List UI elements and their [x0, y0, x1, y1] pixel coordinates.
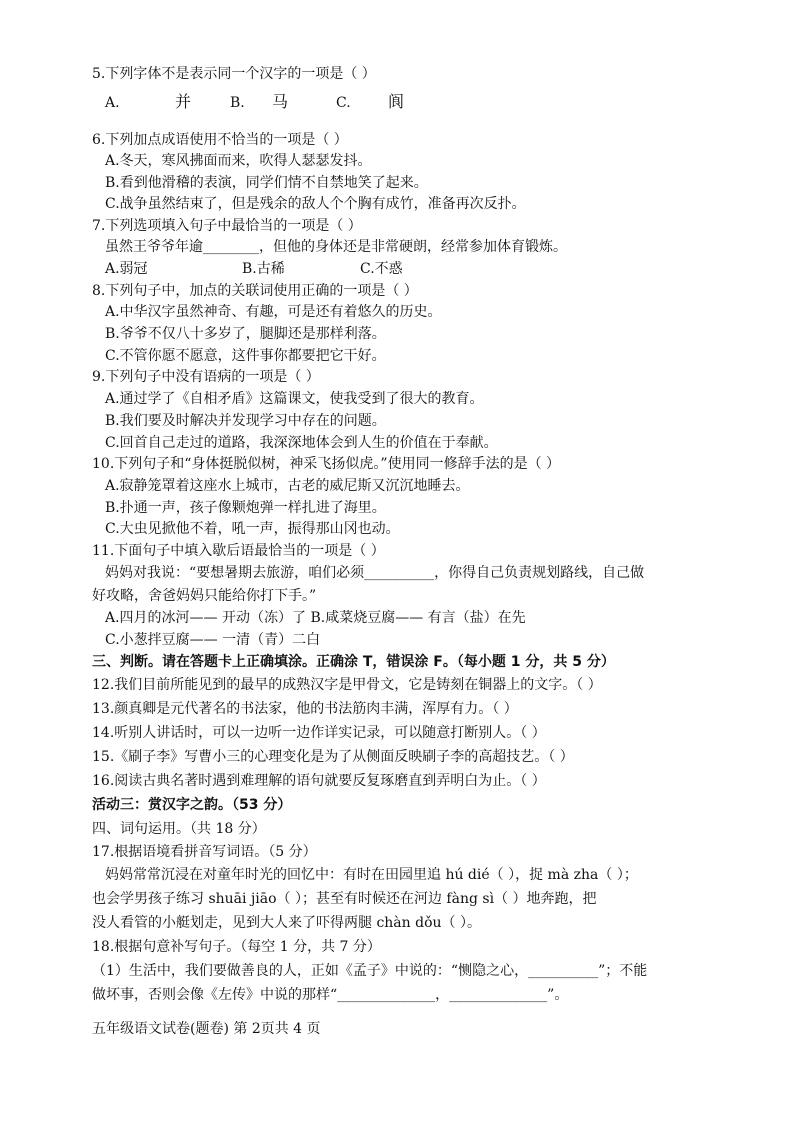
q5-option-c-char: 阆 [388, 92, 405, 111]
q9-option-b: B.我们要及时解决并发现学习中存在的问题。 [105, 413, 386, 429]
q9-option-c: C.回首自己走过的道路，我深深地体会到人生的价值在于奉献。 [105, 435, 498, 451]
judge-item-16: 16.阅读古典名著时遇到难理解的语句就要反复琢磨直到弄明白为止。（ ） [92, 773, 546, 789]
q5-option-a-label: A. [105, 95, 120, 111]
q9-stem: 9.下列句子中没有语病的一项是（ ） [92, 369, 320, 385]
q7-sentence: 虽然王爷爷年逾________，但他的身体还是非常硬朗，经常参加体育锻炼。 [105, 239, 567, 255]
q10-option-a: A.寂静笼罩着这座水上城市，古老的威尼斯又沉沉地睡去。 [105, 478, 470, 494]
judge-item-15: 15.《刷子李》写曹小三的心理变化是为了从侧面反映刷子李的高超技艺。（ ） [92, 749, 574, 765]
q6-stem: 6.下列加点成语使用不恰当的一项是（ ） [92, 132, 348, 148]
q7-option-a: A.弱冠 [105, 261, 148, 277]
q6-option-a: A.冬天，寒风拂面而来，吹得人瑟瑟发抖。 [105, 153, 372, 169]
q8-option-c: C.不管你愿不愿意，这件事你都要把它干好。 [105, 348, 386, 364]
q8-option-a: A.中华汉字虽然神奇、有趣，可是还有着悠久的历史。 [105, 304, 442, 320]
q18-passage-line-2: 做坏事，否则会像《左传》中说的那样“______________，______________”。 [92, 987, 569, 1003]
q17-passage-line-1: 妈妈常常沉浸在对童年时光的回忆中：有时在田园里追 hú dié（ ），捉 mà zha（ ）； [105, 867, 638, 883]
q5-option-a-char: 并 [175, 92, 192, 111]
q9-option-a: A.通过学了《自相矛盾》这篇课文，使我受到了很大的教育。 [105, 391, 484, 407]
section-3-heading: 三、判断。请在答题卡上正确填涂。正确涂 T，错误涂 F。（每小题 1 分，共 5 分） [92, 654, 615, 670]
q11-option-c: C.小葱拌豆腐—— 一清（青）二白 [105, 632, 321, 648]
activity-3-heading: 活动三：赏汉字之韵。（53 分） [92, 797, 292, 813]
q10-option-b: B.扑通一声，孩子像颗炮弹一样扎进了海里。 [105, 500, 386, 516]
q5-option-b-char: 马 [272, 92, 289, 111]
q17-stem: 17.根据语境看拼音写词语。（5 分） [92, 844, 317, 860]
q7-option-c: C.不惑 [360, 261, 403, 277]
q7-stem: 7.下列选项填入句子中最恰当的一项是（ ） [92, 218, 362, 234]
q18-stem: 18.根据句意补写句子。（每空 1 分，共 7 分） [92, 939, 381, 955]
q10-option-c: C.大虫见掀他不着，吼一声，振得那山冈也动。 [105, 521, 400, 537]
page-footer: 五年级语文试卷(题卷) 第 2页共 4 页 [92, 1021, 321, 1037]
q11-stem: 11.下面句子中填入歇后语最恰当的一项是（ ） [92, 543, 385, 559]
judge-item-12: 12.我们目前所能见到的最早的成熟汉字是甲骨文，它是铸刻在铜器上的文字。（ ） [92, 677, 602, 693]
section-4-heading: 四、词句运用。（共 18 分） [92, 821, 266, 837]
q18-passage-line-1: （1）生活中，我们要做善良的人，正如《孟子》中说的：“恻隐之心，__________”；不能 [92, 963, 648, 979]
judge-item-14: 14.听别人讲话时，可以一边听一边作详实记录，可以随意打断别人。（ ） [92, 725, 546, 741]
q11-options-ab: A.四月的冰河—— 开动（冻）了 B.咸菜烧豆腐—— 有言（盐）在先 [105, 610, 526, 626]
q10-stem: 10.下列句子和“身体挺脱似树，神采飞扬似虎。”使用同一修辞手法的是（ ） [92, 456, 561, 472]
q17-passage-line-3: 没人看管的小艇划走，见到大人来了吓得两腿 chàn dǒu（ ）。 [92, 915, 481, 931]
q11-passage-line-1: 妈妈对我说：“要想暑期去旅游，咱们必须__________，你得自己负责规划路线，自己做 [105, 565, 645, 581]
q5-stem: 5.下列字体不是表示同一个汉字的一项是（ ） [92, 66, 376, 82]
q17-passage-line-2: 也会学男孩子练习 shuāi jiāo（ ）；甚至有时候还在河边 fàng sì（ ）地奔跑，把 [92, 891, 597, 907]
q5-option-b-label: B. [230, 95, 245, 111]
q8-option-b: B.爷爷不仅八十多岁了，腿脚还是那样利落。 [105, 326, 386, 342]
q6-option-b: B.看到他滑稽的表演，同学们情不自禁地笑了起来。 [105, 175, 428, 191]
q7-option-b: B.古稀 [242, 261, 285, 277]
q11-passage-line-2: 好攻略，舍爸妈妈只能给你打下手。” [92, 588, 317, 604]
q6-option-c: C.战争虽然结束了，但是残余的敌人个个胸有成竹，准备再次反扑。 [105, 196, 526, 212]
q5-option-c-label: C. [336, 95, 351, 111]
judge-item-13: 13.颜真卿是元代著名的书法家，他的书法筋肉丰满，浑厚有力。（ ） [92, 701, 518, 717]
q8-stem: 8.下列句子中，加点的关联词使用正确的一项是（ ） [92, 283, 418, 299]
